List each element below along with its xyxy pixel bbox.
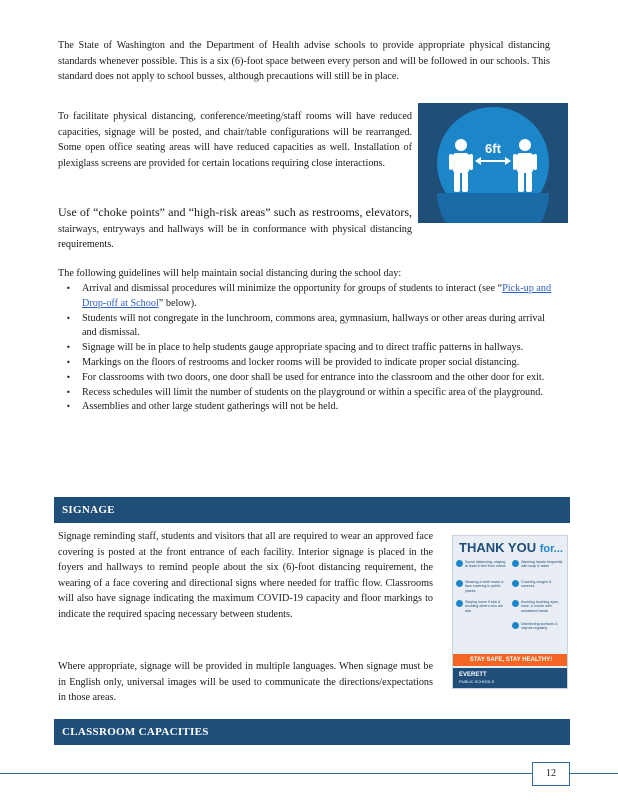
bullet-icon: • (66, 387, 71, 397)
choke-points-lead: Use of “choke points” and “high-risk areas” such as restrooms, elevators, (58, 205, 412, 219)
face-icon (512, 600, 519, 607)
poster-logo-sub: PUBLIC SCHOOLS (459, 679, 495, 684)
signage-paragraph-1: Signage reminding staff, students and visitors that all are required to wear an approved face covering is posted at the front entrance of each facility. Interior signage is placed in the foyers and hallways to remind people about the six (6)-foot distancing requirement, the wearing of a face covering and directional signs where needed for traffic flow. Classrooms will also have signage indicating the maximum COVID-19 capacity and floor markings to indicate the required spacing necessary between students. (58, 531, 433, 620)
bullet-icon: • (66, 284, 71, 293)
bullet-icon: • (66, 343, 71, 353)
office-paragraph: To facilitate physical distancing, conference/meeting/staff rooms will have reduced capacities, signage will be posted, and chair/table configurations will be rearranged. Some open office seating areas will have reduced capacities as well. Installation of plexiglass screens are provided for certain locations requiring close interactions. (58, 111, 412, 169)
six-feet-distancing-icon (418, 103, 568, 223)
cough-icon (512, 580, 519, 587)
poster-footer (453, 668, 568, 689)
guideline-text-after: ” below). (158, 297, 197, 309)
page-number: 12 (532, 762, 570, 786)
guideline-item (58, 400, 558, 415)
bullet-icon: • (66, 357, 71, 367)
poster-item: Social distancing, staying at least 6 feet from others (465, 560, 506, 569)
guideline-text: Recess schedules will limit the number of students on the playground or within a specific area of the playground. (82, 386, 543, 398)
guideline-text: Signage will be in place to help students gauge appropriate spacing and to direct traffic patterns in hallways. (82, 342, 524, 354)
mask-icon (456, 580, 463, 587)
guideline-text: Students will not congregate in the lunchroom, commons area, gymnasium, hallways or other areas during arrival and dismissal. (82, 312, 545, 339)
guideline-item (58, 356, 558, 371)
handwash-icon (512, 560, 519, 567)
bullet-icon: • (66, 313, 71, 323)
guideline-text: Arrival and dismissal procedures will minimize the opportunity for groups of students to interact (see “ (82, 283, 503, 294)
poster-title-suffix: for... (539, 543, 563, 555)
guidelines-list (58, 282, 558, 415)
guideline-text: Markings on the floors of restrooms and locker rooms will be provided to indicate proper social distancing. (82, 356, 520, 368)
choke-points-paragraph (58, 204, 412, 253)
bullet-icon: • (66, 402, 71, 412)
poster-item: Covering coughs & sneezes (521, 580, 552, 589)
guideline-text: For classrooms with two doors, one door shall be used for entrance into the classroom and the other door for exit. (82, 371, 545, 383)
guideline-item (58, 386, 558, 401)
poster-item: Avoiding touching eyes, nose, & mouth with unwashed hands (521, 600, 559, 613)
poster-item: Wearing a cloth mask or face covering in public places (465, 580, 504, 593)
distancing-icon (456, 560, 463, 567)
guidelines-intro: The following guidelines will help maintain social distancing during the school day: (58, 268, 402, 279)
guideline-item (58, 341, 558, 356)
bullet-icon: • (66, 372, 71, 382)
guideline-text: Assemblies and other large student gatherings will not be held. (82, 401, 339, 413)
guideline-item (58, 312, 558, 342)
poster-item: Disinfecting surfaces & objects regularly (521, 622, 558, 631)
poster-item: Washing hands frequently with soap & water (521, 560, 563, 569)
signage-paragraph-2: Where appropriate, signage will be provided in multiple languages. When signage must be in English only, universal images will be used to communicate the directions/expectations in those areas. (58, 661, 433, 704)
poster-item: Staying home if sick & avoiding others who are sick (465, 600, 504, 613)
classroom-capacities-heading: CLASSROOM CAPACITIES (54, 719, 570, 745)
footer-rule (0, 773, 618, 774)
poster-title-row (453, 540, 568, 555)
signage-heading: SIGNAGE (54, 497, 570, 523)
guideline-item (58, 282, 558, 312)
six-feet-label: 6ft (485, 141, 501, 156)
choke-points-rest: stairways, entryways and hallways will be in conformance with physical distancing requirements. (58, 223, 412, 251)
distancing-illustration (418, 103, 568, 223)
poster-logo-text: EVERETT (459, 672, 487, 678)
home-icon (456, 600, 463, 607)
pickup-dropoff-link[interactable]: Pick-up and Drop-off at School (82, 283, 552, 309)
intro-paragraph: The State of Washington and the Department of Health advise schools to provide appropriate physical distancing standards whenever possible. This is a six (6)-foot space between every person and will be followed in our schools. This standard does not apply to school busses, although precautions will still be in place. (58, 40, 550, 83)
poster-banner: STAY SAFE, STAY HEALTHY! (453, 654, 568, 666)
guideline-item (58, 371, 558, 386)
poster-title: THANK YOU (459, 540, 537, 555)
spray-icon (512, 622, 519, 629)
thank-you-poster (452, 535, 568, 689)
